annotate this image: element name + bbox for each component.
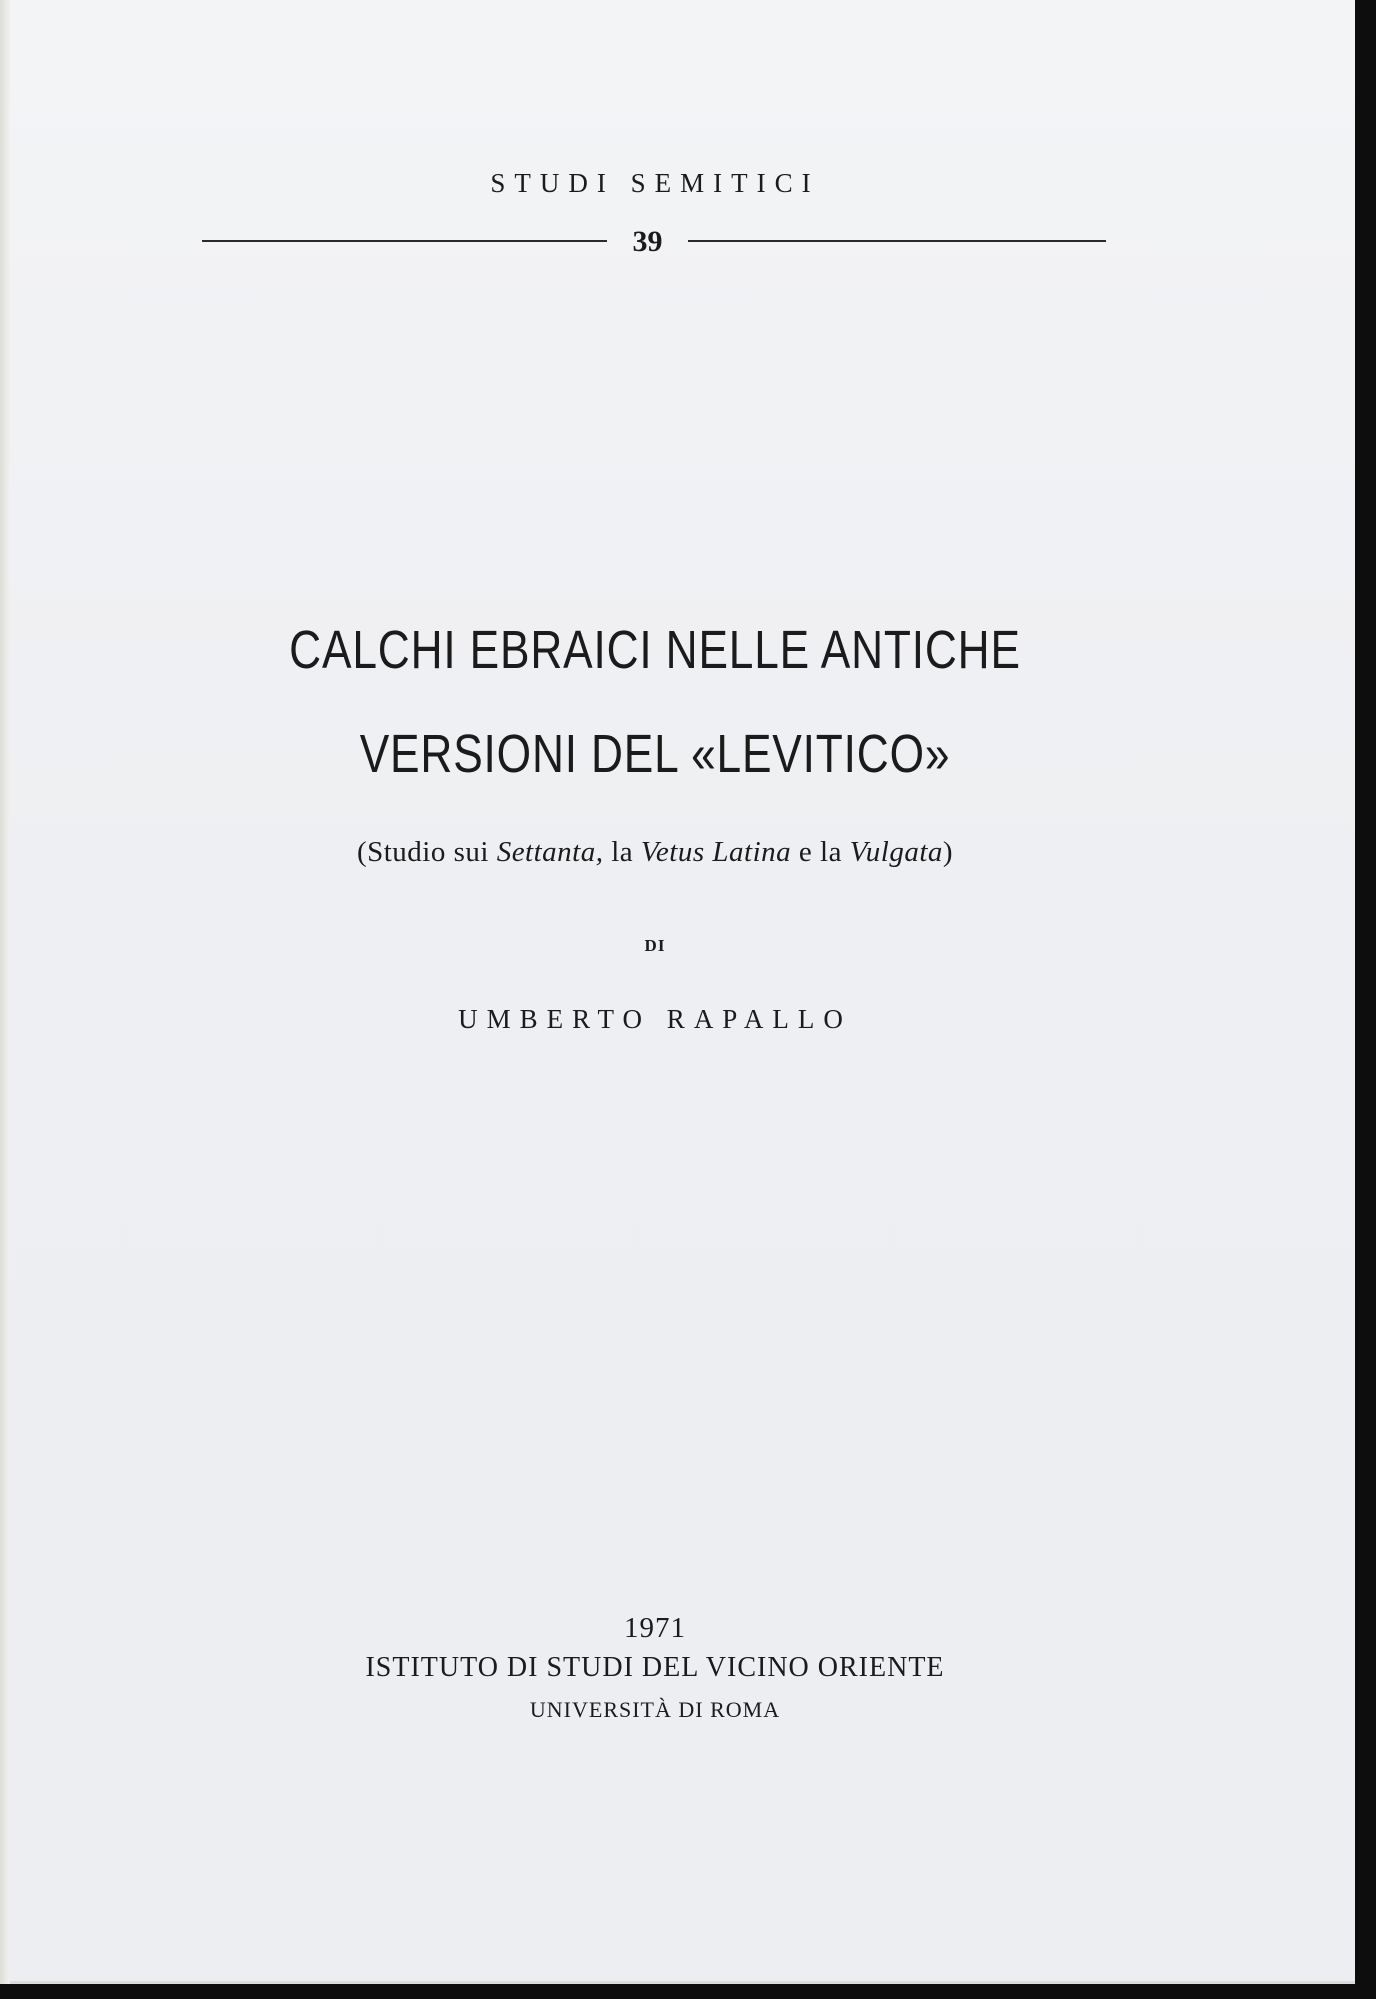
title-line-1: CALCHI EBRAICI NELLE ANTICHE [289, 620, 1021, 680]
title-line-2: VERSIONI DEL «LEVITICO» [359, 724, 951, 784]
subtitle-work-vulgata: Vulgata [849, 836, 943, 868]
cover-spine-edge [0, 0, 10, 1984]
book-subtitle [0, 836, 1310, 869]
university-name: UNIVERSITÀ DI ROMA [529, 1697, 781, 1722]
author-name: UMBERTO RAPALLO [458, 1004, 852, 1034]
publication-year: 1971 [624, 1612, 686, 1644]
subtitle-mid-2: e la [791, 836, 850, 868]
subtitle-work-settanta: Settanta, [496, 836, 604, 868]
subtitle-close: ) [942, 836, 954, 868]
rule-right [688, 240, 1106, 242]
subtitle-work-vetus-latina: Vetus Latina [640, 836, 792, 868]
publisher-name: ISTITUTO DI STUDI DEL VICINO ORIENTE [365, 1652, 945, 1683]
byline: DI [644, 936, 666, 955]
series-rule [202, 222, 1106, 262]
rule-left [202, 240, 607, 242]
series-number: 39 [632, 225, 663, 258]
book-title [118, 598, 1192, 806]
subtitle-mid-1: la [603, 836, 641, 868]
subtitle-open: (Studio sui [356, 836, 497, 868]
series-name: STUDI SEMITICI [490, 168, 820, 198]
